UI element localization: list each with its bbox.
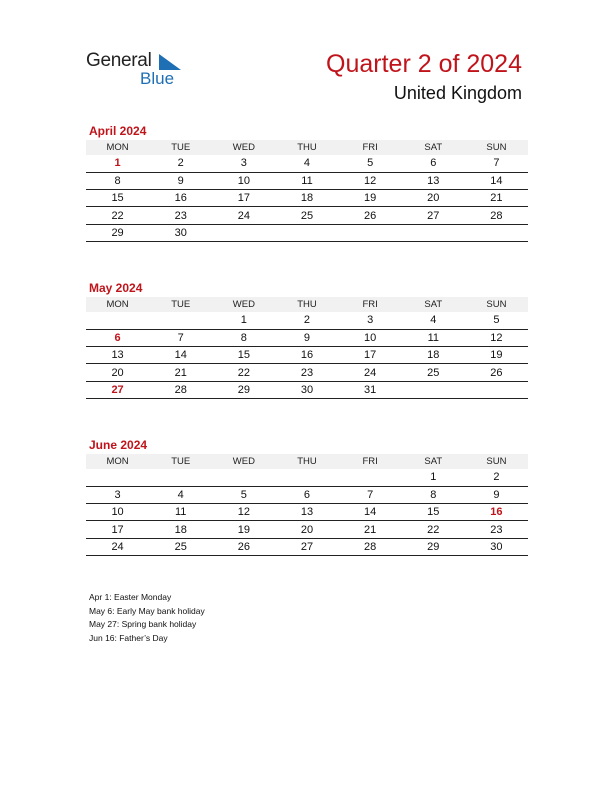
day-cell: 3: [339, 312, 402, 329]
day-cell: 17: [86, 521, 149, 538]
day-cell: 25: [402, 364, 465, 381]
day-cell: 8: [212, 329, 275, 346]
weekday-header: TUE: [149, 454, 212, 469]
weekday-header: TUE: [149, 297, 212, 312]
day-cell: 11: [402, 329, 465, 346]
day-cell: 3: [212, 155, 275, 172]
day-cell: 4: [275, 155, 338, 172]
calendar-table: [86, 140, 528, 242]
day-cell: 24: [86, 538, 149, 555]
month-title: June 2024: [89, 438, 148, 452]
weekday-header: THU: [275, 140, 338, 155]
day-cell: 21: [339, 521, 402, 538]
day-cell: 22: [212, 364, 275, 381]
day-cell: 21: [149, 364, 212, 381]
logo-general-text: General: [86, 50, 152, 71]
month-may: [86, 279, 528, 399]
day-cell: 8: [402, 486, 465, 503]
day-cell: 24: [339, 364, 402, 381]
empty-day-cell: [339, 224, 402, 241]
empty-day-cell: [149, 312, 212, 329]
day-cell: 18: [402, 347, 465, 364]
day-cell: 26: [465, 364, 528, 381]
empty-day-cell: [465, 224, 528, 241]
day-cell: 17: [212, 190, 275, 207]
day-cell: 17: [339, 347, 402, 364]
week-row: [86, 224, 528, 241]
day-cell: 27: [275, 538, 338, 555]
empty-day-cell: [86, 469, 149, 486]
logo: [86, 50, 196, 90]
empty-day-cell: [275, 224, 338, 241]
day-cell: 12: [465, 329, 528, 346]
day-cell: 14: [149, 347, 212, 364]
day-cell: 13: [86, 347, 149, 364]
month-june: [86, 436, 528, 556]
day-cell: 26: [212, 538, 275, 555]
page-title: Quarter 2 of 2024: [326, 50, 522, 78]
day-cell: 20: [86, 364, 149, 381]
week-row: [86, 469, 528, 486]
day-cell: 9: [275, 329, 338, 346]
week-row: [86, 504, 528, 521]
holiday-note: Jun 16: Father’s Day: [89, 632, 168, 643]
day-cell: 15: [212, 347, 275, 364]
day-cell: 16: [149, 190, 212, 207]
week-row: [86, 521, 528, 538]
day-cell: 27: [86, 381, 149, 398]
day-cell: 10: [339, 329, 402, 346]
day-cell: 12: [212, 504, 275, 521]
country-name: United Kingdom: [393, 83, 522, 103]
day-cell: 10: [86, 504, 149, 521]
week-row: [86, 538, 528, 555]
day-cell: 22: [86, 207, 149, 224]
day-cell: 9: [465, 486, 528, 503]
weekday-header: THU: [275, 297, 338, 312]
day-cell: 23: [149, 207, 212, 224]
day-cell: 12: [339, 172, 402, 189]
weekday-header: FRI: [339, 454, 402, 469]
day-cell: 15: [86, 190, 149, 207]
month-april: [86, 122, 528, 242]
week-row: [86, 312, 528, 329]
weekday-header: SAT: [402, 454, 465, 469]
day-cell: 31: [339, 381, 402, 398]
weekday-header: FRI: [339, 140, 402, 155]
weekday-header: WED: [212, 454, 275, 469]
empty-day-cell: [212, 224, 275, 241]
day-cell: 14: [339, 504, 402, 521]
calendar-table: [86, 454, 528, 556]
logo-blue-text: Blue: [140, 69, 175, 88]
day-cell: 26: [339, 207, 402, 224]
weekday-header: THU: [275, 454, 338, 469]
day-cell: 11: [149, 504, 212, 521]
day-cell: 23: [465, 521, 528, 538]
day-cell: 14: [465, 172, 528, 189]
day-cell: 30: [275, 381, 338, 398]
weekday-header: SAT: [402, 297, 465, 312]
logo-triangle-icon: [159, 54, 181, 70]
day-cell: 7: [149, 329, 212, 346]
day-cell: 9: [149, 172, 212, 189]
day-cell: 29: [86, 224, 149, 241]
day-cell: 29: [212, 381, 275, 398]
day-cell: 1: [86, 155, 149, 172]
weekday-header: MON: [86, 297, 149, 312]
day-cell: 30: [465, 538, 528, 555]
day-cell: 22: [402, 521, 465, 538]
day-cell: 3: [86, 486, 149, 503]
day-cell: 2: [465, 469, 528, 486]
day-cell: 18: [149, 521, 212, 538]
day-cell: 7: [465, 155, 528, 172]
day-cell: 30: [149, 224, 212, 241]
week-row: [86, 329, 528, 346]
empty-day-cell: [149, 469, 212, 486]
month-title: May 2024: [89, 281, 143, 295]
weekday-header: FRI: [339, 297, 402, 312]
empty-day-cell: [212, 469, 275, 486]
empty-day-cell: [465, 381, 528, 398]
day-cell: 4: [149, 486, 212, 503]
day-cell: 16: [465, 504, 528, 521]
day-cell: 19: [339, 190, 402, 207]
day-cell: 6: [402, 155, 465, 172]
day-cell: 19: [212, 521, 275, 538]
day-cell: 4: [402, 312, 465, 329]
day-cell: 2: [149, 155, 212, 172]
empty-day-cell: [402, 381, 465, 398]
weekday-header: SUN: [465, 140, 528, 155]
weekday-header: MON: [86, 140, 149, 155]
day-cell: 5: [465, 312, 528, 329]
day-cell: 20: [402, 190, 465, 207]
day-cell: 8: [86, 172, 149, 189]
day-cell: 6: [86, 329, 149, 346]
week-row: [86, 347, 528, 364]
day-cell: 28: [465, 207, 528, 224]
week-row: [86, 190, 528, 207]
week-row: [86, 381, 528, 398]
day-cell: 29: [402, 538, 465, 555]
day-cell: 18: [275, 190, 338, 207]
day-cell: 10: [212, 172, 275, 189]
day-cell: 24: [212, 207, 275, 224]
day-cell: 23: [275, 364, 338, 381]
day-cell: 19: [465, 347, 528, 364]
weekday-header: SUN: [465, 297, 528, 312]
day-cell: 5: [339, 155, 402, 172]
weekday-header: MON: [86, 454, 149, 469]
calendar-table: [86, 297, 528, 399]
holiday-note: May 6: Early May bank holiday: [89, 605, 205, 616]
weekday-header: WED: [212, 297, 275, 312]
day-cell: 27: [402, 207, 465, 224]
week-row: [86, 155, 528, 172]
day-cell: 11: [275, 172, 338, 189]
holiday-notes: [89, 591, 205, 645]
empty-day-cell: [402, 224, 465, 241]
day-cell: 1: [402, 469, 465, 486]
holiday-note: Apr 1: Easter Monday: [89, 592, 172, 602]
day-cell: 28: [149, 381, 212, 398]
week-row: [86, 172, 528, 189]
day-cell: 2: [275, 312, 338, 329]
day-cell: 7: [339, 486, 402, 503]
day-cell: 21: [465, 190, 528, 207]
weekday-header: TUE: [149, 140, 212, 155]
day-cell: 6: [275, 486, 338, 503]
day-cell: 13: [275, 504, 338, 521]
week-row: [86, 364, 528, 381]
weekday-header: SUN: [465, 454, 528, 469]
weekday-header: WED: [212, 140, 275, 155]
day-cell: 28: [339, 538, 402, 555]
week-row: [86, 486, 528, 503]
empty-day-cell: [86, 312, 149, 329]
day-cell: 25: [275, 207, 338, 224]
weekday-header: SAT: [402, 140, 465, 155]
holiday-note: May 27: Spring bank holiday: [89, 619, 197, 629]
empty-day-cell: [275, 469, 338, 486]
week-row: [86, 207, 528, 224]
day-cell: 15: [402, 504, 465, 521]
day-cell: 25: [149, 538, 212, 555]
day-cell: 16: [275, 347, 338, 364]
day-cell: 20: [275, 521, 338, 538]
empty-day-cell: [339, 469, 402, 486]
day-cell: 1: [212, 312, 275, 329]
day-cell: 5: [212, 486, 275, 503]
day-cell: 13: [402, 172, 465, 189]
month-title: April 2024: [89, 124, 147, 138]
